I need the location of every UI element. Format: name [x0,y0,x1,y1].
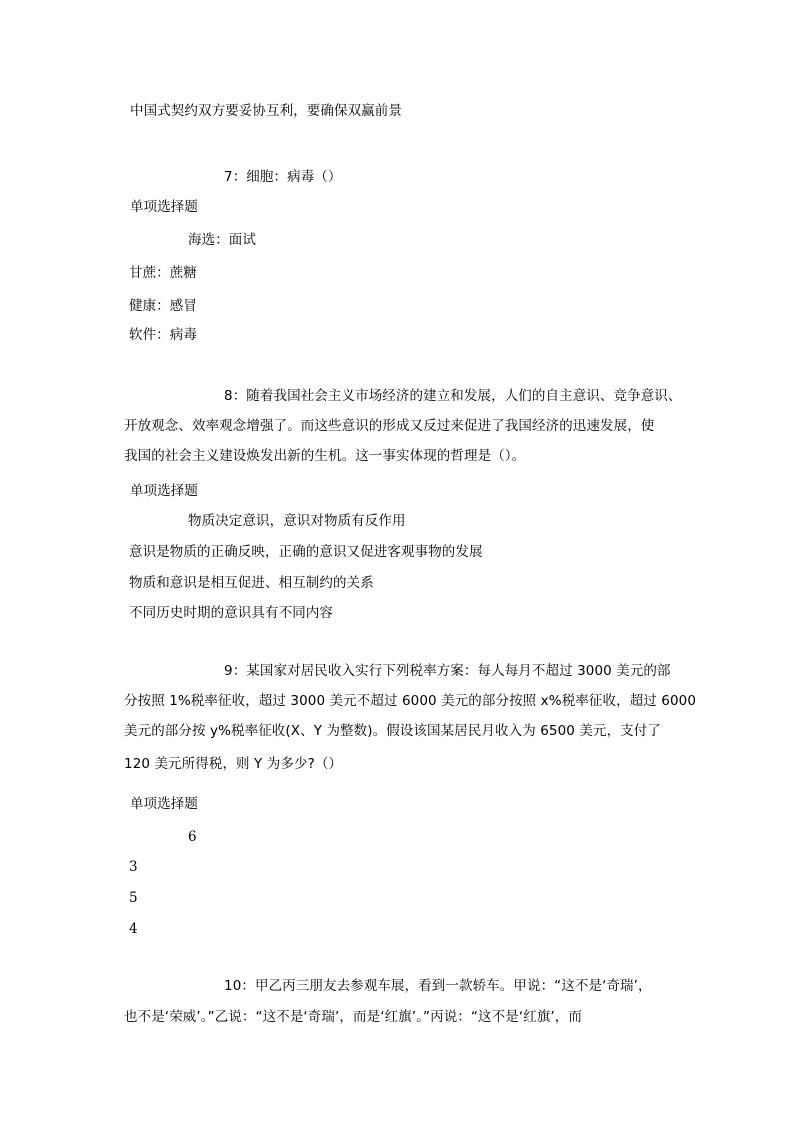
question-8-option-b[interactable]: 意识是物质的正确反映，正确的意识又促进客观事物的发展 [129,544,483,560]
question-8-stem-line-3: 我国的社会主义建设焕发出新的生机。这一事实体现的哲理是（）。 [124,448,526,464]
question-9-stem-line-4: 120 美元所得税，则 Y 为多少?（） [124,756,343,772]
question-9-option-d[interactable]: 4 [129,921,138,937]
question-9-option-b[interactable]: 3 [129,859,138,875]
question-7-type-label: 单项选择题 [130,199,198,215]
question-7-option-d[interactable]: 软件：病毒 [129,327,197,343]
question-8-option-a[interactable]: 物质决定意识，意识对物质有反作用 [188,513,406,529]
question-10-stem-line-1: 10：甲乙丙三朋友去参观车展，看到一款轿车。甲说：“这不是‘奇瑞’， [224,978,652,994]
question-8-option-c[interactable]: 物质和意识是相互促进、相互制约的关系 [129,575,374,591]
question-7-stem: 7：细胞：病毒（） [224,169,342,185]
question-10-stem-line-2: 也不是‘荣威’。”乙说：“这不是‘奇瑞’，而是‘红旗’。”丙说：“这不是‘红旗’，而 [124,1009,583,1025]
question-9-stem-line-2: 分按照 1%税率征收，超过 3000 美元不超过 6000 美元的部分按照 x%税率征收，超过 6000 [124,693,697,709]
question-8-stem-line-2: 开放观念、效率观念增强了。而这些意识的形成又反过来促进了我国经济的迅速发展，使 [124,418,655,434]
question-8-type-label: 单项选择题 [130,483,198,499]
question-7-option-b[interactable]: 甘蔗：蔗糖 [129,265,197,281]
question-9-type-label: 单项选择题 [130,796,198,812]
question-8-option-d[interactable]: 不同历史时期的意识具有不同内容 [129,605,333,621]
question-9-option-c[interactable]: 5 [129,890,138,906]
question-7-option-c[interactable]: 健康：感冒 [129,298,197,314]
continued-answer-line: 中国式契约双方要妥协互利，要确保双赢前景 [130,103,402,119]
question-9-option-a[interactable]: 6 [188,829,197,845]
question-8-stem-line-1: 8：随着我国社会主义市场经济的建立和发展，人们的自主意识、竞争意识、 [224,388,682,404]
question-9-stem-line-1: 9：某国家对居民收入实行下列税率方案：每人每月不超过 3000 美元的部 [224,663,671,679]
question-7-option-a[interactable]: 海选：面试 [188,232,256,248]
question-9-stem-line-3: 美元的部分按 y%税率征收(X、Y 为整数)。假设该国某居民月收入为 6500 美元，支付了 [124,723,661,739]
